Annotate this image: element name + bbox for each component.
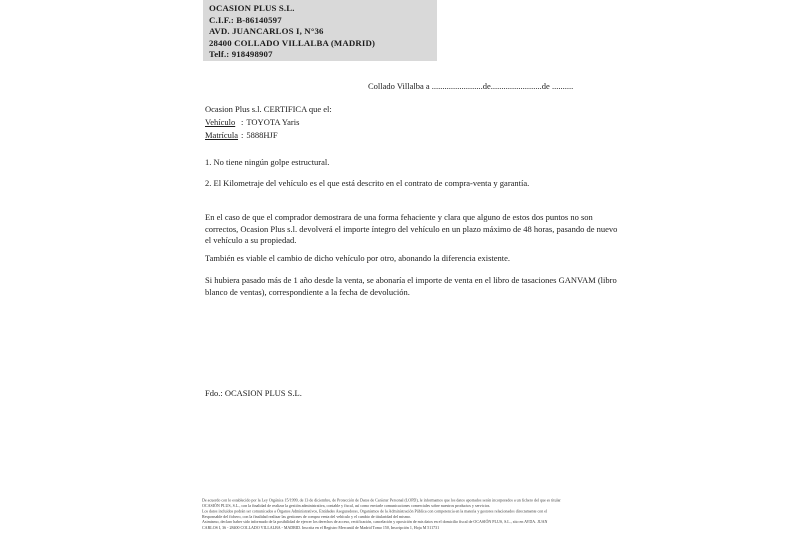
fineprint-line: OCASIÓN PLUS, S.L., con la finalidad de realizar la gestión administrativa, contable y fiscal, así como enviarle comunicaciones comerciales sobre nuestros productos y servicios. <box>202 503 491 509</box>
condition-points <box>205 157 529 189</box>
certificate-block <box>205 103 332 142</box>
plate-value: 5888HJF <box>246 130 278 140</box>
signature-line: Fdo.: OCASION PLUS S.L. <box>205 388 302 398</box>
certificate-heading: Ocasion Plus s.l. CERTIFICA que el: <box>205 104 332 114</box>
company-header-block <box>203 0 437 61</box>
legal-fineprint <box>202 498 626 531</box>
fineprint-line: De acuerdo con lo establecido por la Ley Orgánica 15/1999, de 13 de diciembre, de Protección de Datos de Carácter Personal (LOPD), le informamos que los datos aportados serán incorporados a un fichero del que es titular <box>202 498 561 503</box>
exchange-paragraph: También es viable el cambio de dicho vehículo por otro, abonando la diferencia existente. <box>205 253 511 263</box>
company-name: OCASION PLUS S.L. <box>209 3 295 13</box>
plate-separator: : <box>241 130 244 140</box>
fineprint-line: Los datos incluidos podrán ser comunicados a Órganos Administrativos, Entidades Aseguradoras, Organismos de la Administración Pública con competencia en la materia y gestores relacionados directamente con el <box>202 508 548 514</box>
condition-point-2: 2. El Kilometraje del vehículo es el que está descrito en el contrato de compra-venta y garantía. <box>205 178 530 188</box>
refund-paragraph: En el caso de que el comprador demostrara de una forma fehaciente y clara que alguno de estos dos puntos no son correctos, Ocasion Plus s.l. devolverá el importe íntegro del vehículo en un plazo máximo de 48 horas, pasando de nuevo el vehículo a su propiedad. <box>205 212 618 246</box>
fineprint-line: Asimismo, declaro haber sido informado de la posibilidad de ejercer los derechos de acceso, rectificación, cancelación y oposición de mis datos en el domicilio fiscal de OCASIÓN PLUS, S.L., sito en AVDA. JUAN <box>202 519 548 525</box>
vehicle-row <box>205 116 332 129</box>
fineprint-line: Responsable del fichero, con la finalidad realizar las gestiones de compra venta del vehículo y el cambio de titularidad del mismo. <box>202 514 411 519</box>
vehicle-separator: : <box>241 117 244 127</box>
company-cif: C.I.F.: B-86140597 <box>209 14 282 25</box>
date-line: Collado Villalba a ........................de........................de .......... <box>368 81 574 91</box>
vehicle-label: Vehículo <box>205 117 236 127</box>
ganvam-paragraph: Si hubiera pasado más de 1 año desde la venta, se abonaría el importe de venta en el libro de tasaciones GANVAM (libro blanco de ventas), correspondiente a la fecha de devolución. <box>205 275 617 297</box>
company-phone: Telf.: 918498907 <box>209 49 273 59</box>
plate-row <box>205 129 332 142</box>
company-address: AVD. JUANCARLOS I, N°36 <box>209 26 324 36</box>
plate-label: Matrícula <box>205 130 239 140</box>
vehicle-value: TOYOTA Yaris <box>246 117 300 127</box>
condition-point-1: 1. No tiene ningún golpe estructural. <box>205 157 330 167</box>
company-city: 28400 COLLADO VILLALBA (MADRID) <box>209 37 376 48</box>
fineprint-line: CARLOS I, 36 - 28400 COLLADO VILLALBA - MADRID. Inscrita en el Registro Mercantil de Madrid Tomo 150, Inscripción 1, Hoja M 511731 <box>202 525 440 530</box>
